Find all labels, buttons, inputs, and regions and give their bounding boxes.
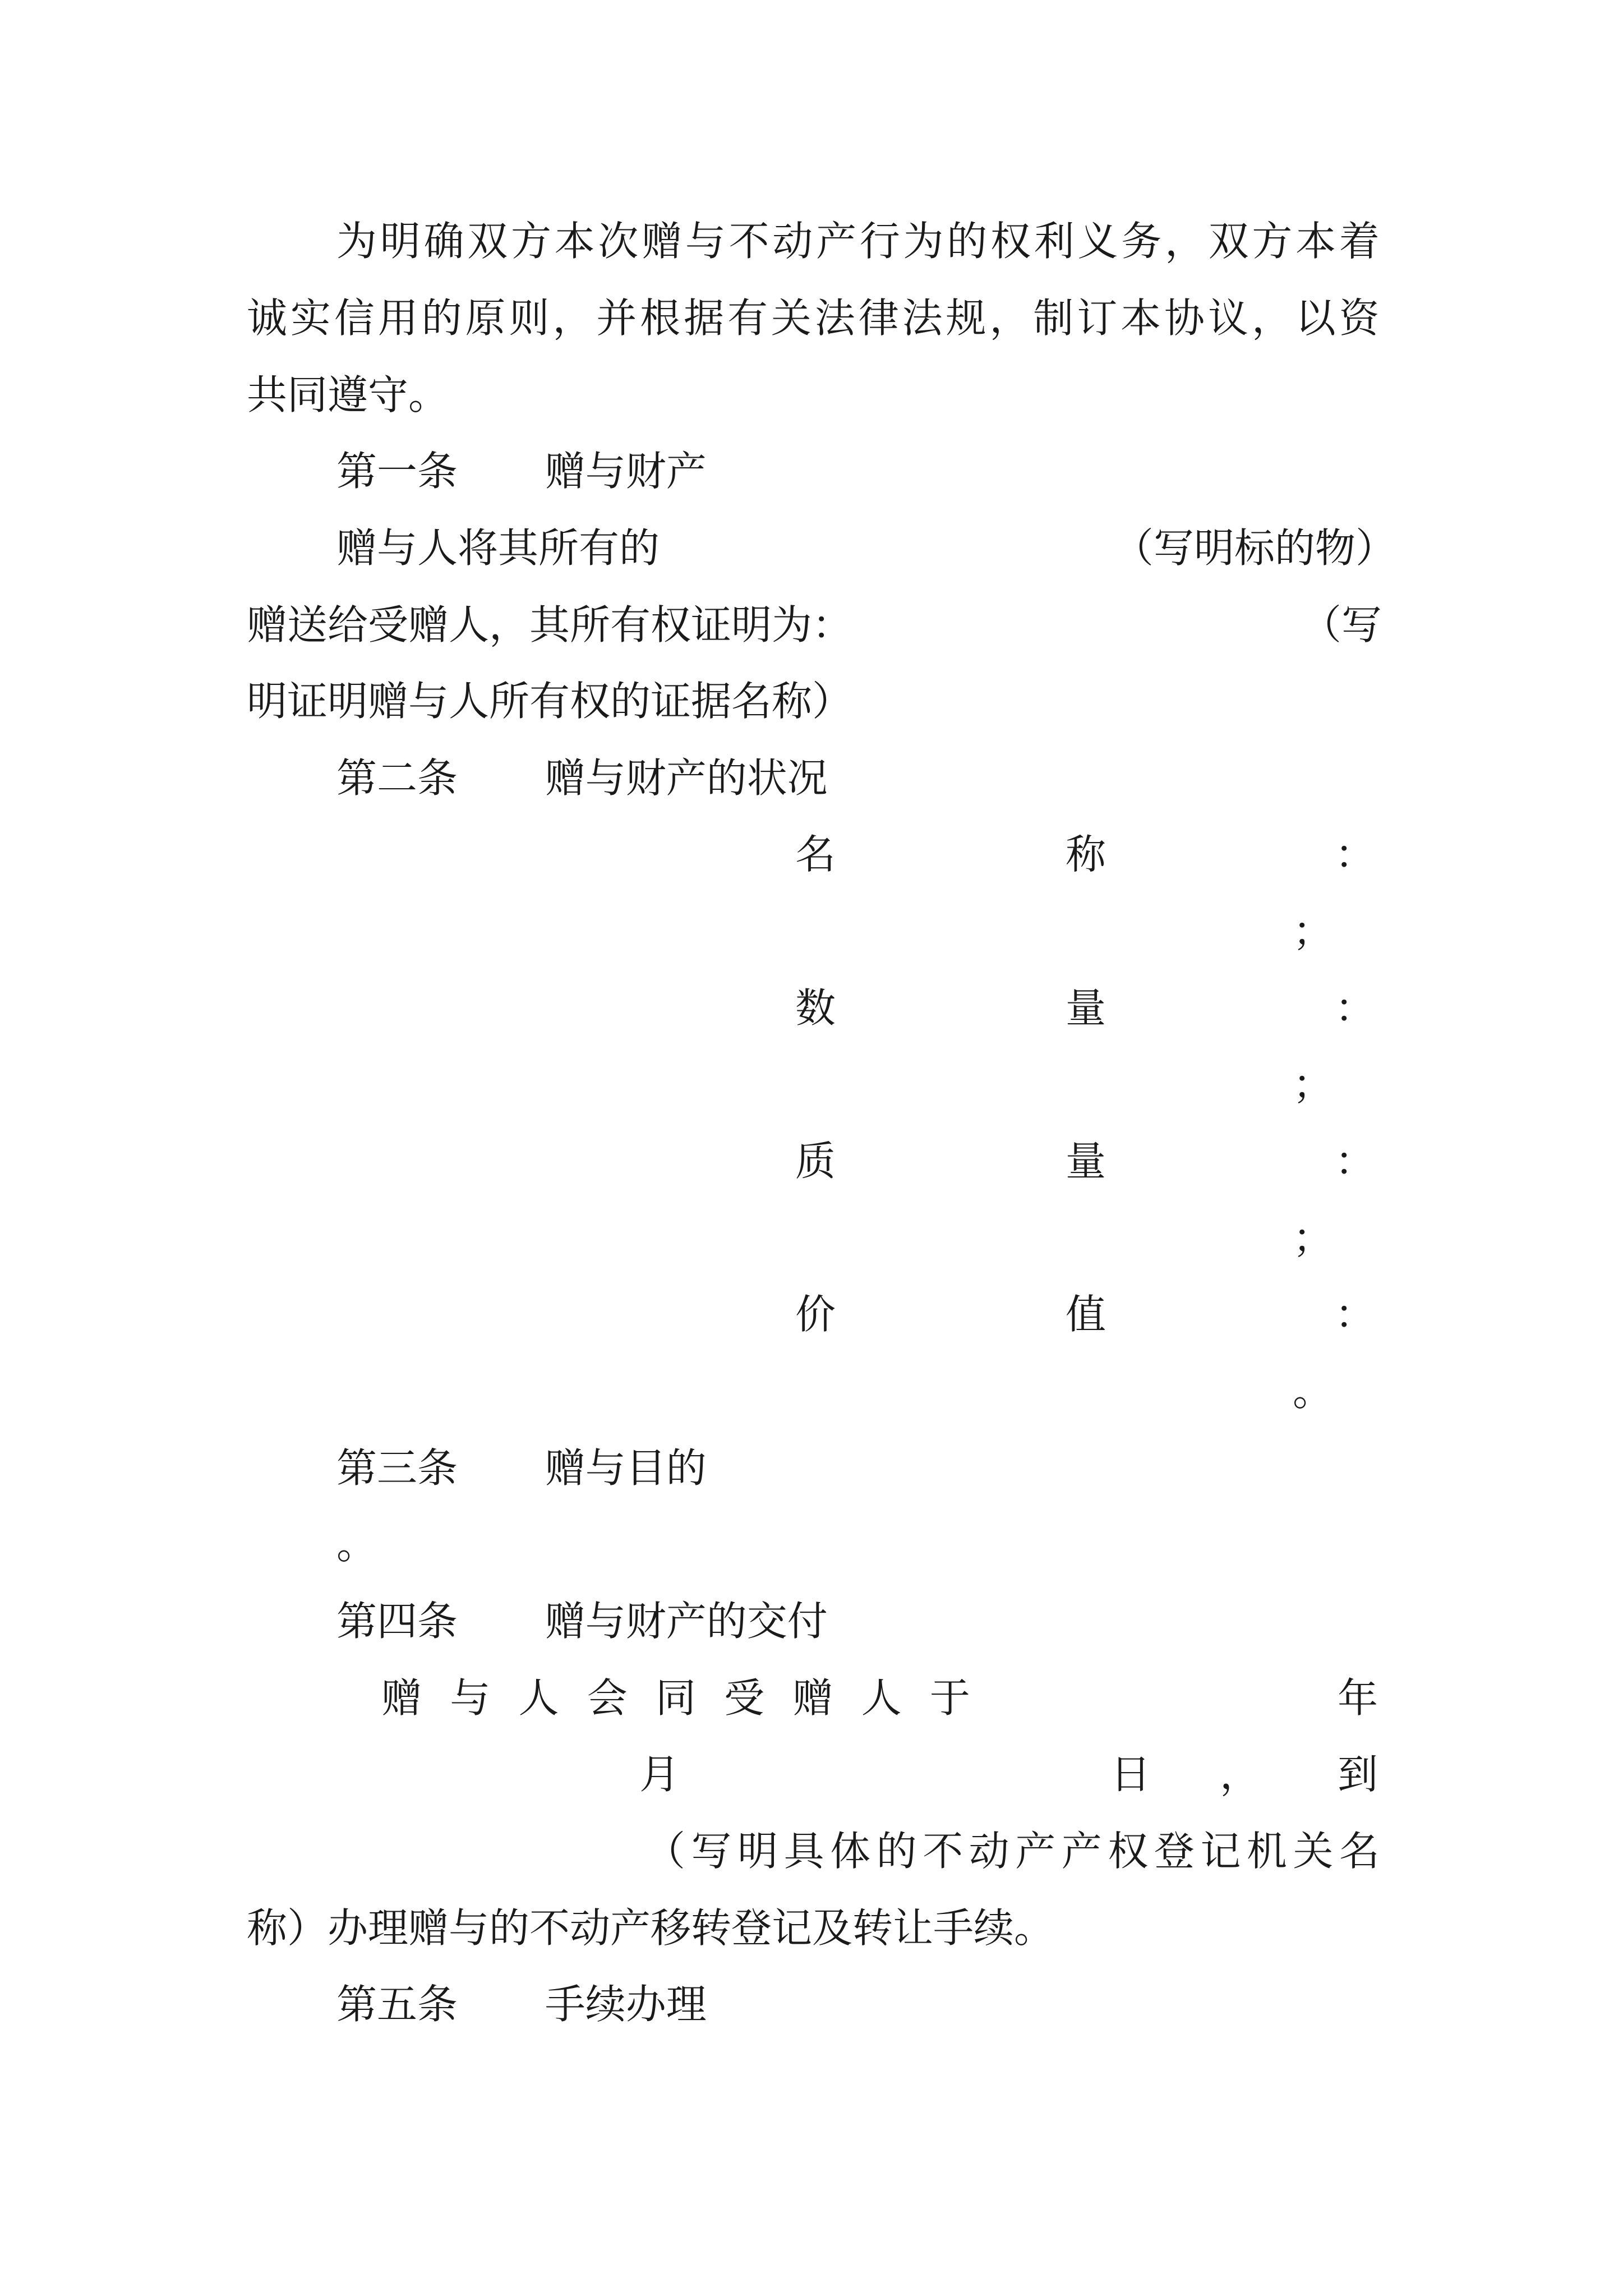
article-4-line-3-text-char: 不 [923, 1828, 963, 1875]
article-3-title: 赠与目的 [545, 1444, 707, 1492]
article-4-line-1-char: 人 [518, 1674, 559, 1722]
intro-text-2-char: ， [552, 295, 593, 342]
intro-text-2-char: 据 [684, 295, 725, 342]
article-4-line-1-char: 会 [587, 1674, 628, 1722]
intro-text-1-char: 着 [1339, 218, 1380, 265]
article-1-line-3: 明证明赠与人所有权的证据名称） [247, 678, 853, 725]
article-4-line-3-text-char: 产 [1061, 1828, 1102, 1875]
article-4-line-1-char: 同 [655, 1674, 696, 1722]
intro-text-2-char: 有 [727, 295, 768, 342]
intro-text-1-char: 明 [380, 218, 421, 265]
intro-line-1 [336, 216, 1380, 266]
article-4-line-3-text-char: 机 [1246, 1828, 1287, 1875]
intro-text-1-char: 与 [685, 218, 726, 265]
intro-text-2-char: 法 [814, 295, 855, 342]
intro-text-2-char: ， [1251, 295, 1292, 342]
intro-text-2-char: 实 [290, 295, 331, 342]
intro-text-2-char: 信 [334, 295, 375, 342]
intro-text-1-char: 确 [423, 218, 464, 265]
intro-text-1-char: 赠 [642, 218, 683, 265]
article-4-line-3-text-char: 明 [737, 1828, 778, 1875]
article-4-line-3-text-char: 产 [1015, 1828, 1056, 1875]
article-1-number: 第一条 [336, 448, 458, 495]
article-4-line-1-char: 与 [450, 1674, 491, 1722]
field-quantity-end: ； [1293, 1061, 1334, 1108]
intro-text-1-char: 的 [947, 218, 988, 265]
intro-text-1-char: 次 [598, 218, 639, 265]
article-5-title: 手续办理 [545, 1981, 707, 2028]
intro-text-1-char: 方 [1252, 218, 1293, 265]
article-1-line-2b: （写 [1301, 601, 1382, 648]
intro-text-1-char: 为 [336, 218, 377, 265]
intro-text-2-char: 用 [377, 295, 418, 342]
article-4-line-3-text-char: 名 [1339, 1828, 1380, 1875]
intro-text-1-char: 双 [1208, 218, 1249, 265]
article-4-line-1-char: 人 [861, 1674, 902, 1722]
article-4-line-3 [645, 1826, 1380, 1876]
field-quantity-char-2: 量 [1066, 984, 1106, 1032]
intro-text-2-char: 协 [1164, 295, 1205, 342]
intro-text-2-char: 制 [1033, 295, 1074, 342]
intro-text-2-char: 规 [946, 295, 986, 342]
intro-text-1-char: 利 [1034, 218, 1075, 265]
intro-text-1-char: 为 [903, 218, 944, 265]
field-name-end: ； [1293, 908, 1334, 955]
article-4-line-1-char: 于 [929, 1674, 970, 1722]
intro-text-2-char: 资 [1339, 295, 1380, 342]
intro-text-2-char: 以 [1295, 295, 1336, 342]
article-1-title: 赠与财产 [545, 448, 707, 495]
intro-text-2-char: 议 [1207, 295, 1248, 342]
intro-text-1-char: 义 [1077, 218, 1118, 265]
article-4-comma: ， [1220, 1751, 1261, 1798]
article-3-number: 第三条 [336, 1444, 458, 1492]
intro-text-1-char: 本 [1295, 218, 1336, 265]
intro-text-2-char: 法 [902, 295, 943, 342]
intro-text-1-char: 行 [859, 218, 900, 265]
article-1-line-2a: 赠送给受赠人，其所有权证明为： [247, 601, 853, 648]
intro-text-2-char: 根 [640, 295, 681, 342]
field-name-colon: ： [1335, 831, 1376, 878]
article-4-line-1 [381, 1673, 970, 1723]
field-quantity-char-1: 数 [795, 984, 836, 1032]
field-name-char-2: 称 [1066, 831, 1106, 878]
article-5-heading [336, 1979, 707, 2030]
article-4-line-3-text-char: 登 [1154, 1828, 1195, 1875]
intro-text-1-char: 双 [467, 218, 508, 265]
article-1-line-1a: 赠与人将其所有的 [336, 524, 660, 572]
article-4-number: 第四条 [336, 1598, 458, 1645]
field-quality-colon: ： [1335, 1138, 1376, 1185]
intro-text-1-char: 方 [510, 218, 551, 265]
intro-text-1-char: 务 [1121, 218, 1162, 265]
intro-line-2 [247, 293, 1380, 343]
article-4-year: 年 [1338, 1674, 1378, 1722]
intro-text-2-char: 原 [465, 295, 506, 342]
article-5-number: 第五条 [336, 1981, 458, 2028]
intro-text-2-char: 诚 [247, 295, 288, 342]
field-quality-end: ； [1293, 1214, 1334, 1262]
field-quality-char-2: 量 [1066, 1138, 1106, 1185]
article-4-month: 月 [639, 1751, 680, 1798]
field-value-end: 。 [1293, 1368, 1334, 1415]
field-name-char-1: 名 [795, 831, 836, 878]
intro-text-2-char: 的 [421, 295, 462, 342]
intro-text-1-char: 本 [554, 218, 595, 265]
field-value-colon: ： [1335, 1291, 1376, 1338]
article-2-title: 赠与财产的状况 [545, 754, 828, 802]
intro-text-2-char: 关 [771, 295, 811, 342]
field-quantity-colon: ： [1335, 984, 1376, 1032]
article-4-line-4: 称）办理赠与的不动产移转登记及转让手续。 [247, 1904, 1055, 1952]
article-4-title: 赠与财产的交付 [545, 1598, 828, 1645]
article-4-heading [336, 1596, 828, 1646]
article-3-end: 。 [336, 1521, 377, 1568]
intro-text-1-char: 权 [990, 218, 1031, 265]
intro-text-2-char: 律 [858, 295, 899, 342]
article-4-line-3-text-char: 权 [1108, 1828, 1149, 1875]
field-value-char-2: 值 [1066, 1291, 1106, 1338]
intro-text-1-char: 动 [772, 218, 813, 265]
intro-text-1-char: 产 [816, 218, 857, 265]
article-4-line-3-text-char: 动 [969, 1828, 1009, 1875]
article-4-line-3-text-char: 的 [876, 1828, 917, 1875]
article-4-line-3-text-char: （ [645, 1828, 686, 1875]
intro-text-2-char: ， [989, 295, 1030, 342]
intro-text-2-char: 本 [1121, 295, 1161, 342]
field-value-char-1: 价 [795, 1291, 836, 1338]
article-4-line-3-text-char: 具 [783, 1828, 824, 1875]
article-3-heading [336, 1443, 707, 1493]
article-4-to: 到 [1338, 1751, 1378, 1798]
intro-text-1-char: ， [1164, 218, 1205, 265]
article-4-line-3-text-char: 记 [1200, 1828, 1241, 1875]
article-4-line-1-char: 受 [724, 1674, 765, 1722]
article-4-line-1-char: 赠 [792, 1674, 833, 1722]
intro-text-2-char: 并 [596, 295, 637, 342]
article-4-line-3-text-char: 关 [1293, 1828, 1334, 1875]
article-2-number: 第二条 [336, 754, 458, 802]
intro-line-3: 共同遵守。 [247, 371, 449, 418]
article-2-heading [336, 753, 828, 803]
article-1-heading [336, 446, 707, 496]
intro-text-1-char: 不 [728, 218, 769, 265]
field-quality-char-1: 质 [795, 1138, 836, 1185]
article-1-line-1b: （写明标的物） [1113, 524, 1396, 572]
article-4-line-1-char: 赠 [381, 1674, 422, 1722]
article-4-line-3-text-char: 写 [691, 1828, 732, 1875]
intro-text-2-char: 订 [1077, 295, 1118, 342]
intro-text-2-char: 则 [509, 295, 550, 342]
article-4-line-3-text-char: 体 [830, 1828, 871, 1875]
article-4-day: 日 [1110, 1751, 1151, 1798]
